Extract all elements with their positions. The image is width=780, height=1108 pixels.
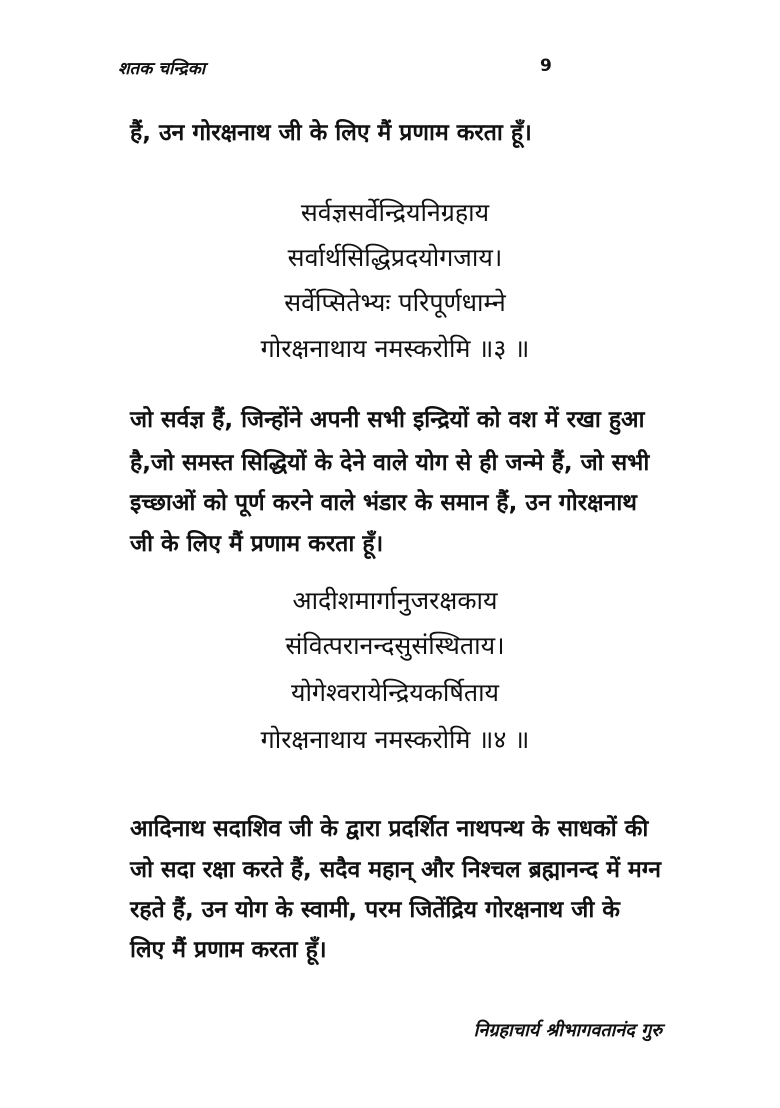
verse-3-line: सर्वेप्सितेभ्यः परिपूर्णधाम्ने <box>284 288 506 317</box>
paragraph-4-line: लिए मैं प्रणाम करता हूँ। <box>130 937 327 963</box>
paragraph-4-line: जो सदा रक्षा करते हैं, सदैव महान् और निश्चल ब्रह्मानन्द में मग्न <box>130 857 662 883</box>
verse-4-line: गोरक्षनाथाय नमस्करोमि ॥४ ॥ <box>260 725 530 754</box>
verse-4-line: संवित्परानन्दसुसंस्थिताय। <box>285 631 505 660</box>
verse-3-line: सर्वार्थसिद्धिप्रदयोगजाय। <box>287 243 503 272</box>
verse-3-line: सर्वज्ञसर्वेन्द्रियनिग्रहाय <box>300 198 490 227</box>
running-title: शतक चन्द्रिका <box>118 59 206 79</box>
verse-4-line: योगेश्वरायेन्द्रियकर्षिताय <box>290 678 500 707</box>
verse-4-line: आदीशमार्गानुजरक्षकाय <box>292 586 498 615</box>
paragraph-3-line: जी के लिए मैं प्रणाम करता हूँ। <box>130 531 384 557</box>
paragraph-3-line: इच्छाओं को पूर्ण करने वाले भंडार के समान हैं, उन गोरक्षनाथ <box>130 490 637 516</box>
continuation-line: हैं, उन गोरक्षनाथ जी के लिए मैं प्रणाम करता हूँ। <box>130 120 532 146</box>
author-signature: निग्रहाचार्य श्रीभागवतानंद गुरु <box>473 1020 662 1041</box>
paragraph-4-line: रहते हैं, उन योग के स्वामी, परम जितेंद्रिय गोरक्षनाथ जी के <box>130 897 620 923</box>
paragraph-3-line: है,जो समस्त सिद्धियों के देने वाले योग से ही जन्मे हैं, जो सभी <box>130 450 650 476</box>
paragraph-3-line: जो सर्वज्ञ हैं, जिन्होंने अपनी सभी इन्द्रियों को वश में रखा हुआ <box>130 407 645 433</box>
verse-3-line: गोरक्षनाथाय नमस्करोमि ॥३ ॥ <box>260 334 530 363</box>
page-number: 9 <box>540 56 552 76</box>
paragraph-4-line: आदिनाथ सदाशिव जी के द्वारा प्रदर्शित नाथपन्थ के साधकों की <box>130 816 649 842</box>
